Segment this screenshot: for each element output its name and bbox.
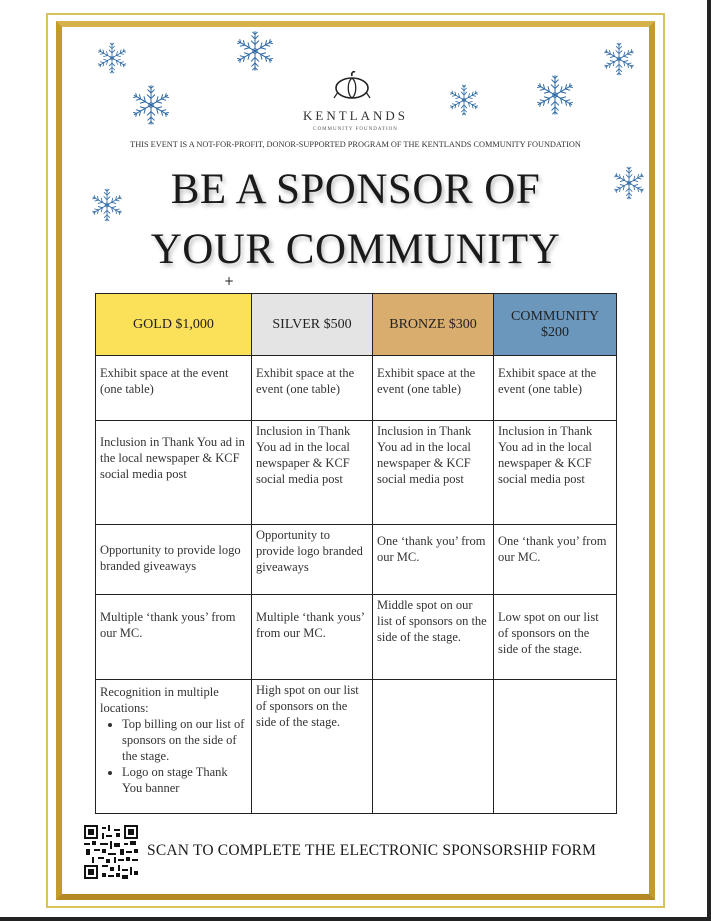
table-cell: Inclusion in Thank You ad in the local newspaper & KCF social media post: [96, 421, 252, 525]
recognition-intro: Recognition in multiple locations:: [100, 685, 219, 715]
table-cell: Exhibit space at the event (one table): [373, 356, 494, 421]
kentlands-logo-icon: [330, 70, 374, 102]
scan-instruction: SCAN TO COMPLETE THE ELECTRONIC SPONSORSHIP FORM: [147, 842, 597, 859]
plus-mark: +: [224, 274, 235, 288]
list-item: • Logo on stage Thank You banner: [122, 764, 247, 796]
tier-header-silver: SILVER $500: [252, 294, 373, 356]
table-cell: Opportunity to provide logo branded giveaways: [96, 525, 252, 595]
table-row: [96, 421, 617, 525]
table-row: [96, 356, 617, 421]
list-item: • Top billing on our list of sponsors on the side of the stage.: [122, 716, 247, 764]
table-cell: Inclusion in Thank You ad in the local newspaper & KCF social media post: [373, 421, 494, 525]
recognition-list: [100, 716, 247, 796]
brand-name: KENTLANDS: [303, 108, 408, 123]
table-cell: [494, 680, 617, 814]
table-cell: Low spot on our list of sponsors on the side of the stage.: [494, 595, 617, 680]
tier-header-community: COMMUNITY $200: [494, 294, 617, 356]
tier-header-bronze: BRONZE $300: [373, 294, 494, 356]
table-cell: One ‘thank you’ from our MC.: [494, 525, 617, 595]
tier-header-row: [96, 294, 617, 356]
table-cell: Inclusion in Thank You ad in the local newspaper & KCF social media post: [494, 421, 617, 525]
table-cell: High spot on our list of sponsors on the side of the stage.: [252, 680, 373, 814]
table-cell: One ‘thank you’ from our MC.: [373, 525, 494, 595]
snowflake-icon: [232, 28, 278, 74]
table-cell: Middle spot on our list of sponsors on the side of the stage.: [373, 595, 494, 680]
headline-line-1: BE A SPONSOR OF: [170, 166, 541, 213]
table-cell: Multiple ‘thank yous’ from our MC.: [96, 595, 252, 680]
table-cell: Exhibit space at the event (one table): [494, 356, 617, 421]
table-cell: Multiple ‘thank yous’ from our MC.: [252, 595, 373, 680]
table-cell: [373, 680, 494, 814]
table-row: [96, 595, 617, 680]
table-cell: Exhibit space at the event (one table): [96, 356, 252, 421]
table-cell: [96, 680, 252, 814]
nonprofit-notice: THIS EVENT IS A NOT-FOR-PROFIT, DONOR-SUPPORTED PROGRAM OF THE KENTLANDS COMMUNITY FOUNDATION: [130, 140, 581, 149]
table-row: [96, 525, 617, 595]
table-cell: Inclusion in Thank You ad in the local newspaper & KCF social media post: [252, 421, 373, 525]
brand-subtitle: COMMUNITY FOUNDATION: [313, 127, 398, 132]
snowflake-icon: [600, 40, 638, 78]
table-cell: Opportunity to provide logo branded giveaways: [252, 525, 373, 595]
qr-code-icon[interactable]: [84, 825, 138, 879]
table-cell: Exhibit space at the event (one table): [252, 356, 373, 421]
snowflake-icon: [94, 40, 130, 76]
headline-line-2: YOUR COMMUNITY: [150, 226, 561, 273]
sponsorship-tier-table: [95, 293, 617, 814]
tier-header-gold: GOLD $1,000: [96, 294, 252, 356]
table-row: [96, 680, 617, 814]
